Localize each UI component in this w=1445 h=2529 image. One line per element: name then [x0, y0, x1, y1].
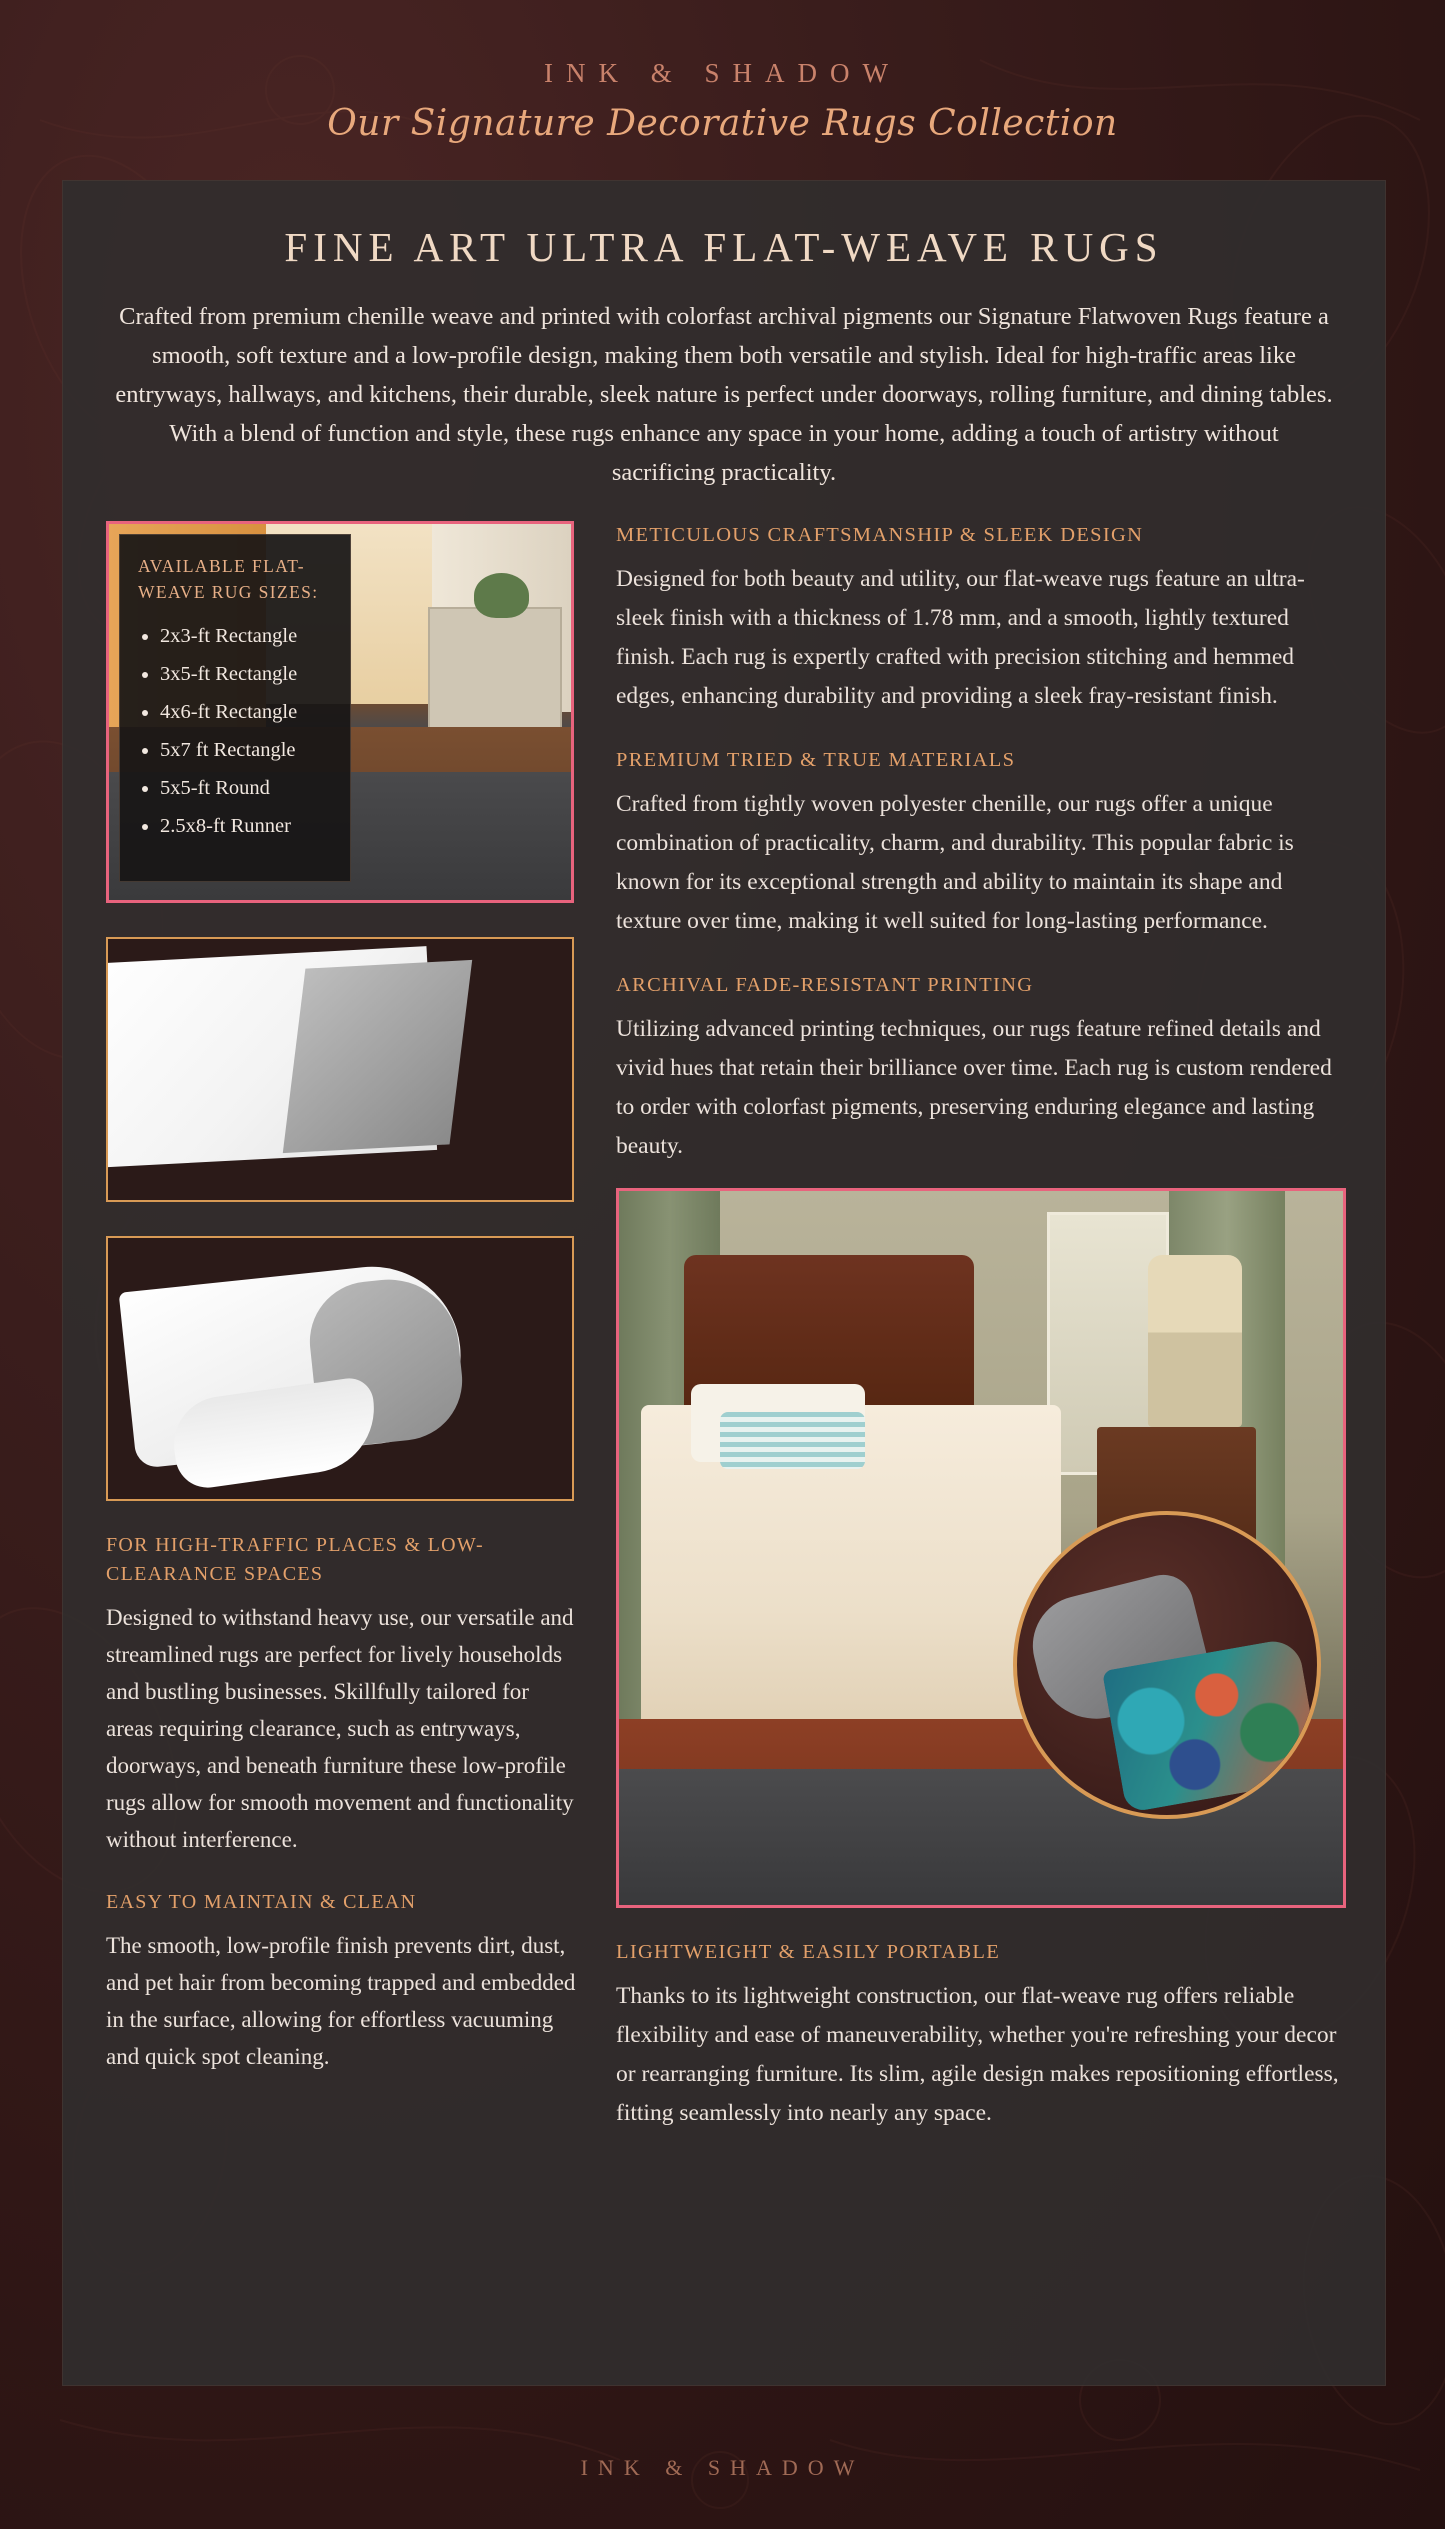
section-heading-portable: LIGHTWEIGHT & EASILY PORTABLE	[616, 1941, 1001, 1963]
section-heading-materials: PREMIUM TRIED & TRUE MATERIALS	[616, 749, 1016, 771]
sizes-overlay	[119, 534, 351, 882]
fabric-fold	[282, 960, 471, 1153]
fabric-detail-image-1	[106, 937, 574, 1202]
intro-paragraph: Crafted from premium chenille weave and printed with colorfast archival pigments our Signature Flatwoven Rugs feature a smooth, soft texture and a low-profile design, making them both versatile and stylish. Ideal for high-traffic areas like entryways, hallways, and kitchens, their durable, sleek nature is perfect under doorways, rolling furniture, and dining tables. With a blend of function and style, these rugs enhance any space in your home, adding a touch of artistry without sacrificing practicality.	[115, 303, 1333, 486]
collection-tagline: Our Signature Decorative Rugs Collection	[327, 103, 1118, 144]
section-heading-craftsmanship: METICULOUS CRAFTSMANSHIP & SLEEK DESIGN	[616, 524, 1144, 546]
rolled-rug-inset	[1013, 1511, 1321, 1819]
bedroom-striped-pillow	[720, 1412, 865, 1469]
list-item: • 2x3-ft Rectangle	[160, 617, 336, 655]
section-body-printing: Utilizing advanced printing techniques, our rugs feature refined details and vivid hues that retain their brilliance over time. Each rug is custom rendered to order with colorfast pigments, preserving enduring elegance and lasting beauty.	[616, 1016, 1332, 1159]
sizes-list	[138, 617, 336, 845]
section-body-maintain: The smooth, low-profile finish prevents dirt, dust, and pet hair from becoming trapped and embedded in the surface, allowing for effortless vacuuming and quick spot cleaning.	[106, 1933, 576, 2069]
section-body-portable: Thanks to its lightweight construction, our flat-weave rug offers reliable flexibility and ease of maneuverability, whether you're refreshing your decor or rearranging furniture. Its slim, agile design makes repositioning effortless, fitting seamlessly into nearly any space.	[616, 1983, 1339, 2126]
section-body-craftsmanship: Designed for both beauty and utility, our flat-weave rugs feature an ultra-sleek finish with a thickness of 1.78 mm, and a smooth, lightly textured finish. Each rug is expertly crafted with precision stitching and hemmed edges, enhancing durability and providing a sleek fray-resistant finish.	[616, 566, 1305, 709]
bedroom-image-card	[616, 1188, 1346, 1908]
list-item: • 2.5x8-ft Runner	[160, 807, 336, 845]
bedroom-lamp	[1148, 1255, 1242, 1426]
list-item: • 5x5-ft Round	[160, 769, 336, 807]
list-item: • 3x5-ft Rectangle	[160, 655, 336, 693]
content-panel	[62, 180, 1386, 2386]
section-heading-maintain: EASY TO MAINTAIN & CLEAN	[106, 1891, 417, 1913]
brand-name: INK & SHADOW	[544, 58, 901, 88]
section-heading-high-traffic: FOR HIGH-TRAFFIC PLACES & LOW-CLEARANCE SPACES	[106, 1534, 484, 1585]
section-heading-printing: ARCHIVAL FADE-RESISTANT PRINTING	[616, 974, 1034, 996]
left-column	[106, 521, 576, 2075]
right-column	[616, 521, 1346, 2133]
section-body-materials: Crafted from tightly woven polyester chenille, our rugs offer a unique combination of practicality, charm, and durability. This popular fabric is known for its exceptional strength and ability to maintain its shape and texture over time, making it well suited for long-lasting performance.	[616, 791, 1294, 934]
fabric-detail-image-2	[106, 1236, 574, 1501]
list-item: • 5x7 ft Rectangle	[160, 731, 336, 769]
page-header	[0, 0, 1445, 190]
page-title: FINE ART ULTRA FLAT-WEAVE RUGS	[284, 224, 1164, 270]
footer-brand: INK & SHADOW	[580, 2455, 865, 2480]
photo-plant	[474, 573, 529, 618]
sizes-heading: AVAILABLE FLAT-WEAVE RUG SIZES:	[138, 556, 319, 602]
photo-console-table	[428, 607, 561, 746]
rug-sizes-image-card	[106, 521, 574, 903]
section-body-high-traffic: Designed to withstand heavy use, our versatile and streamlined rugs are perfect for lively households and bustling businesses. Skillfully tailored for areas requiring clearance, such as entryways, doorways, and beneath furniture these low-profile rugs allow for smooth movement and functionality without interference.	[106, 1605, 574, 1852]
list-item: • 4x6-ft Rectangle	[160, 693, 336, 731]
body-columns	[63, 521, 1385, 2385]
